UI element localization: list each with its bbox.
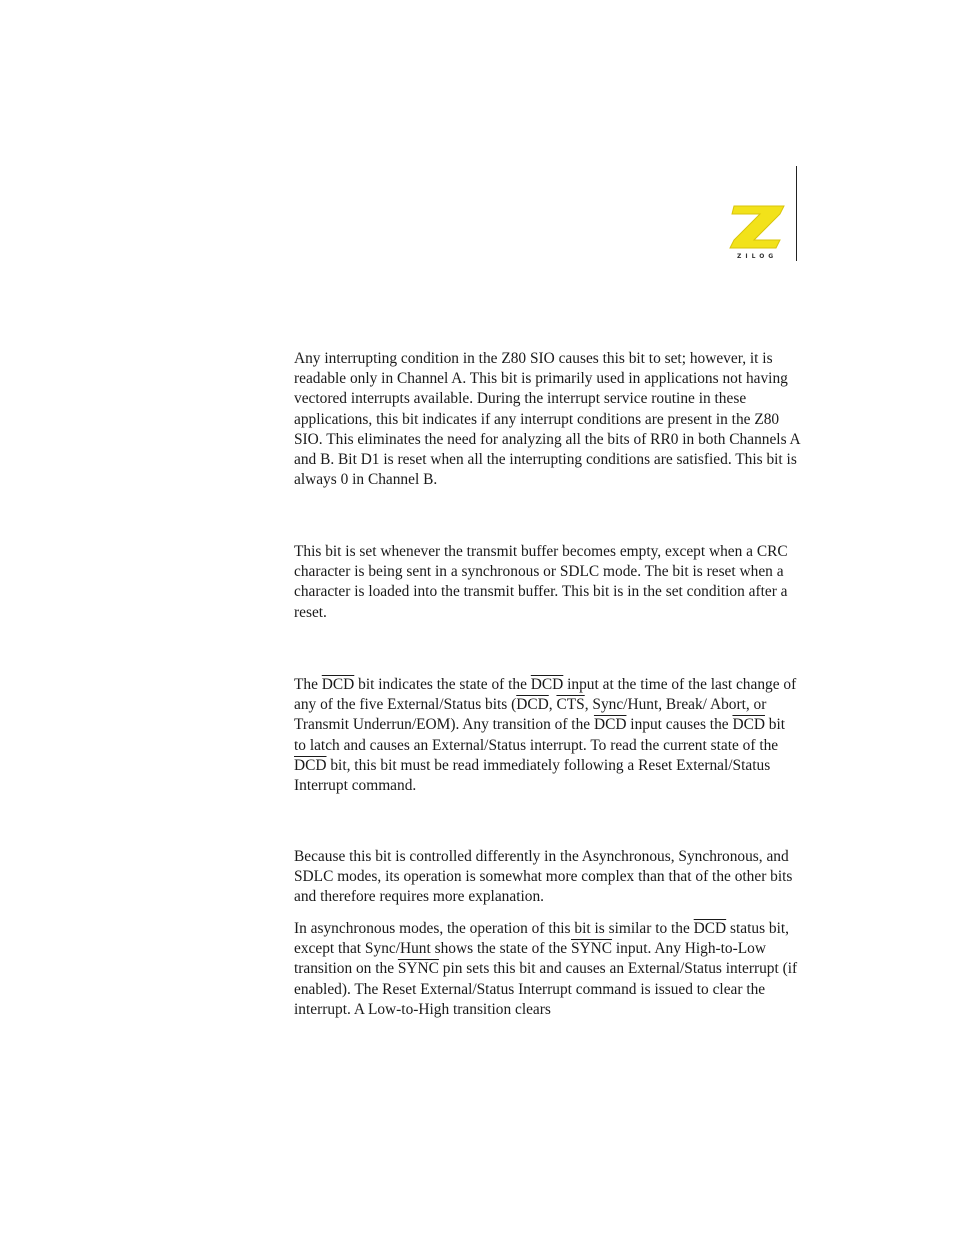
paragraph-sync-hunt-intro: Because this bit is controlled differently in the Asynchronous, Synchronous, and SDLC modes, its operation is somewhat more complex than that of the other bits and therefore requires more explanation. bbox=[294, 848, 793, 906]
signal-name-cts: $\overline{CTS}$ bbox=[556, 696, 585, 714]
text-span: input causes the bbox=[626, 716, 733, 734]
signal-name-dcd: $\overline{DCD}$ bbox=[732, 716, 765, 734]
text-span: bit indicates the state of the bbox=[354, 676, 531, 693]
text-span: In asynchronous modes, the operation of this bit is similar to the bbox=[294, 920, 694, 937]
signal-name-dcd: $\overline{DCD}$ bbox=[321, 676, 355, 693]
header-rule bbox=[796, 166, 797, 261]
text-span: input at the time of the last change of any of the five External/Status bits ( bbox=[294, 676, 797, 714]
text-span: , bbox=[548, 696, 557, 714]
signal-name-dcd: $\overline{DCD}$ bbox=[530, 676, 564, 693]
signal-name-dcd: $\overline{DCD}$ bbox=[294, 756, 327, 774]
signal-name-sync: SYNC bbox=[397, 960, 439, 978]
signal-name-dcd: $\overline{DCD}$ bbox=[516, 696, 549, 714]
signal-name-sync: SYNC bbox=[570, 940, 613, 958]
text-span: , Sync/Hunt, Break/ Abort, or Transmit Underrun/EOM). Any transition of the bbox=[294, 696, 767, 734]
paragraph-sync-hunt-async bbox=[294, 919, 800, 1020]
signal-name-dcd: $\overline{DCD}$ bbox=[593, 716, 627, 734]
logo-wordmark: ZILOG bbox=[737, 253, 778, 260]
paragraph-dcd bbox=[294, 675, 800, 796]
text-span: The bbox=[294, 676, 322, 693]
signal-name-dcd: $\overline{DCD}$ bbox=[693, 920, 727, 937]
text-span: bit to latch and causes an External/Status interrupt. To read the current state of the bbox=[294, 716, 786, 754]
zilog-z-icon bbox=[728, 202, 788, 252]
text-span: status bit, except that Sync/Hunt shows the state of the bbox=[294, 920, 790, 958]
text-span: pin sets this bit and causes an External/Status interrupt (if enabled). The Reset External/Status Interrupt command is issued to clear the interrupt. A Low-to-High transition clears bbox=[294, 960, 798, 1018]
paragraph-interrupt-pending: Any interrupting condition in the Z80 SIO causes this bit to set; however, it is readable only in Channel A. This bit is primarily used in applications not having vectored interrupts available. During the interrupt service routine in these applications, this bit indicates if any interrupt conditions are present in the Z80 SIO. This eliminates the need for analyzing all the bits of RR0 in both Channels A and B. Bit D1 is reset when all the interrupting conditions are satisfied. This bit is always 0 in Channel B. bbox=[294, 350, 800, 489]
text-span: input. Any High-to-Low transition on the bbox=[294, 940, 766, 978]
paragraph-tx-buffer-empty: This bit is set whenever the transmit buffer becomes empty, except when a CRC character is being sent in a synchronous or SDLC mode. The bit is reset when a character is loaded into the transmit buffer. This bit is in the set condition after a reset. bbox=[294, 543, 788, 621]
text-span: bit, this bit must be read immediately following a Reset External/Status Interrupt command. bbox=[294, 756, 771, 795]
